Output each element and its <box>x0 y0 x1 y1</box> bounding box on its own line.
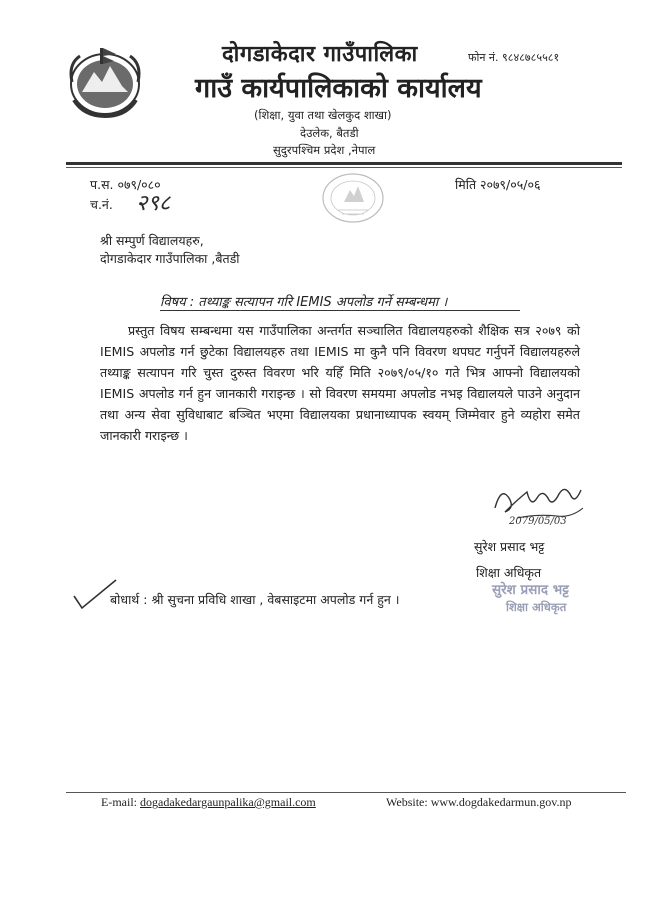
letter-subject: विषय : तथ्याङ्क सत्यापन गरि IEMIS अपलोड गर्ने सम्बन्धमा । <box>160 295 448 310</box>
recipient-line-1: श्री सम्पुर्ण विद्यालयहरु, <box>100 233 204 248</box>
office-address: देउलेक, बैतडी <box>300 126 359 140</box>
chalani-label: च.नं. <box>90 197 113 212</box>
province-name: सुदुरपश्चिम प्रदेश ,नेपाल <box>273 143 376 157</box>
name-stamp-title: शिक्षा अधिकृत <box>506 600 567 614</box>
svg-text:2079/05/03: 2079/05/03 <box>509 516 567 527</box>
signatory-name: सुरेश प्रसाद भट्ट <box>474 539 545 554</box>
email-link[interactable]: dogadakedargaunpalika@gmail.com <box>140 795 316 809</box>
handwritten-signature-icon <box>487 478 587 528</box>
email-label: E-mail: <box>101 795 137 809</box>
office-name: दोगडाकेदार गाउँपालिका <box>222 42 418 67</box>
recipient-line-2: दोगडाकेदार गाउँपालिका ,बैतडी <box>100 251 240 266</box>
chalani-number-handwritten: २९८ <box>136 191 171 216</box>
footer-website <box>386 795 571 810</box>
website-link[interactable]: www.dogdakedarmun.gov.np <box>430 795 572 809</box>
name-stamp-name: सुरेश प्रसाद भट्ट <box>492 582 569 598</box>
letter-date: मिति २०७९/०५/०६ <box>455 177 541 192</box>
office-title: गाउँ कार्यपालिकाको कार्यालय <box>195 73 482 104</box>
name-stamp <box>480 580 590 618</box>
subject-underline <box>160 310 520 311</box>
letter-body: प्रस्तुत विषय सम्बन्धमा यस गाउँपालिका अन्तर्गत सञ्चालित विद्यालयहरुको शैक्षिक सत्र २०७९ को IEMIS अपलोड गर्न छुटेका विद्यालयहरु तथा IEMIS मा कुनै पनि विवरण थपघट गर्नुपर्ने विद्यालयहरुले तथ्याङ्क सत्यापन गरि चुस्त दुरुस्त विवरण भरि यहिँ मिति २०७९/०५/१० गते भित्र आफ्नो विद्यालयको IEMIS अपलोड गर्न हुन जानकारी गराइन्छ । सो विवरण समयमा अपलोड नभइ विद्यालयले पाउने अनुदान तथा अन्य सेवा सुविधाबाट बञ्चित भएमा विद्यालयका प्रधानाध्यापक स्वयम् जिम्मेवार हुने व्यहोरा समेत जानकारी गराइन्छ । <box>100 323 580 443</box>
carbon-copy-note: बोधार्थ : श्री सुचना प्रविधि शाखा , वेबसाइटमा अपलोड गर्न हुन । <box>110 592 400 607</box>
reference-number: प.स. ०७९/०८० <box>90 177 161 192</box>
header-divider-thick <box>66 162 622 165</box>
department-name: (शिक्षा, युवा तथा खेलकुद शाखा) <box>254 108 392 122</box>
office-seal-stamp-icon <box>318 170 388 228</box>
footer-divider <box>66 792 626 793</box>
footer-email <box>101 795 316 810</box>
government-emblem-icon <box>64 42 146 120</box>
phone-number: फोन नं. ९८४८७८५५८१ <box>468 51 560 64</box>
website-label: Website: <box>386 795 428 809</box>
header-divider-thin <box>66 167 622 168</box>
signatory-title: शिक्षा अधिकृत <box>476 565 542 580</box>
